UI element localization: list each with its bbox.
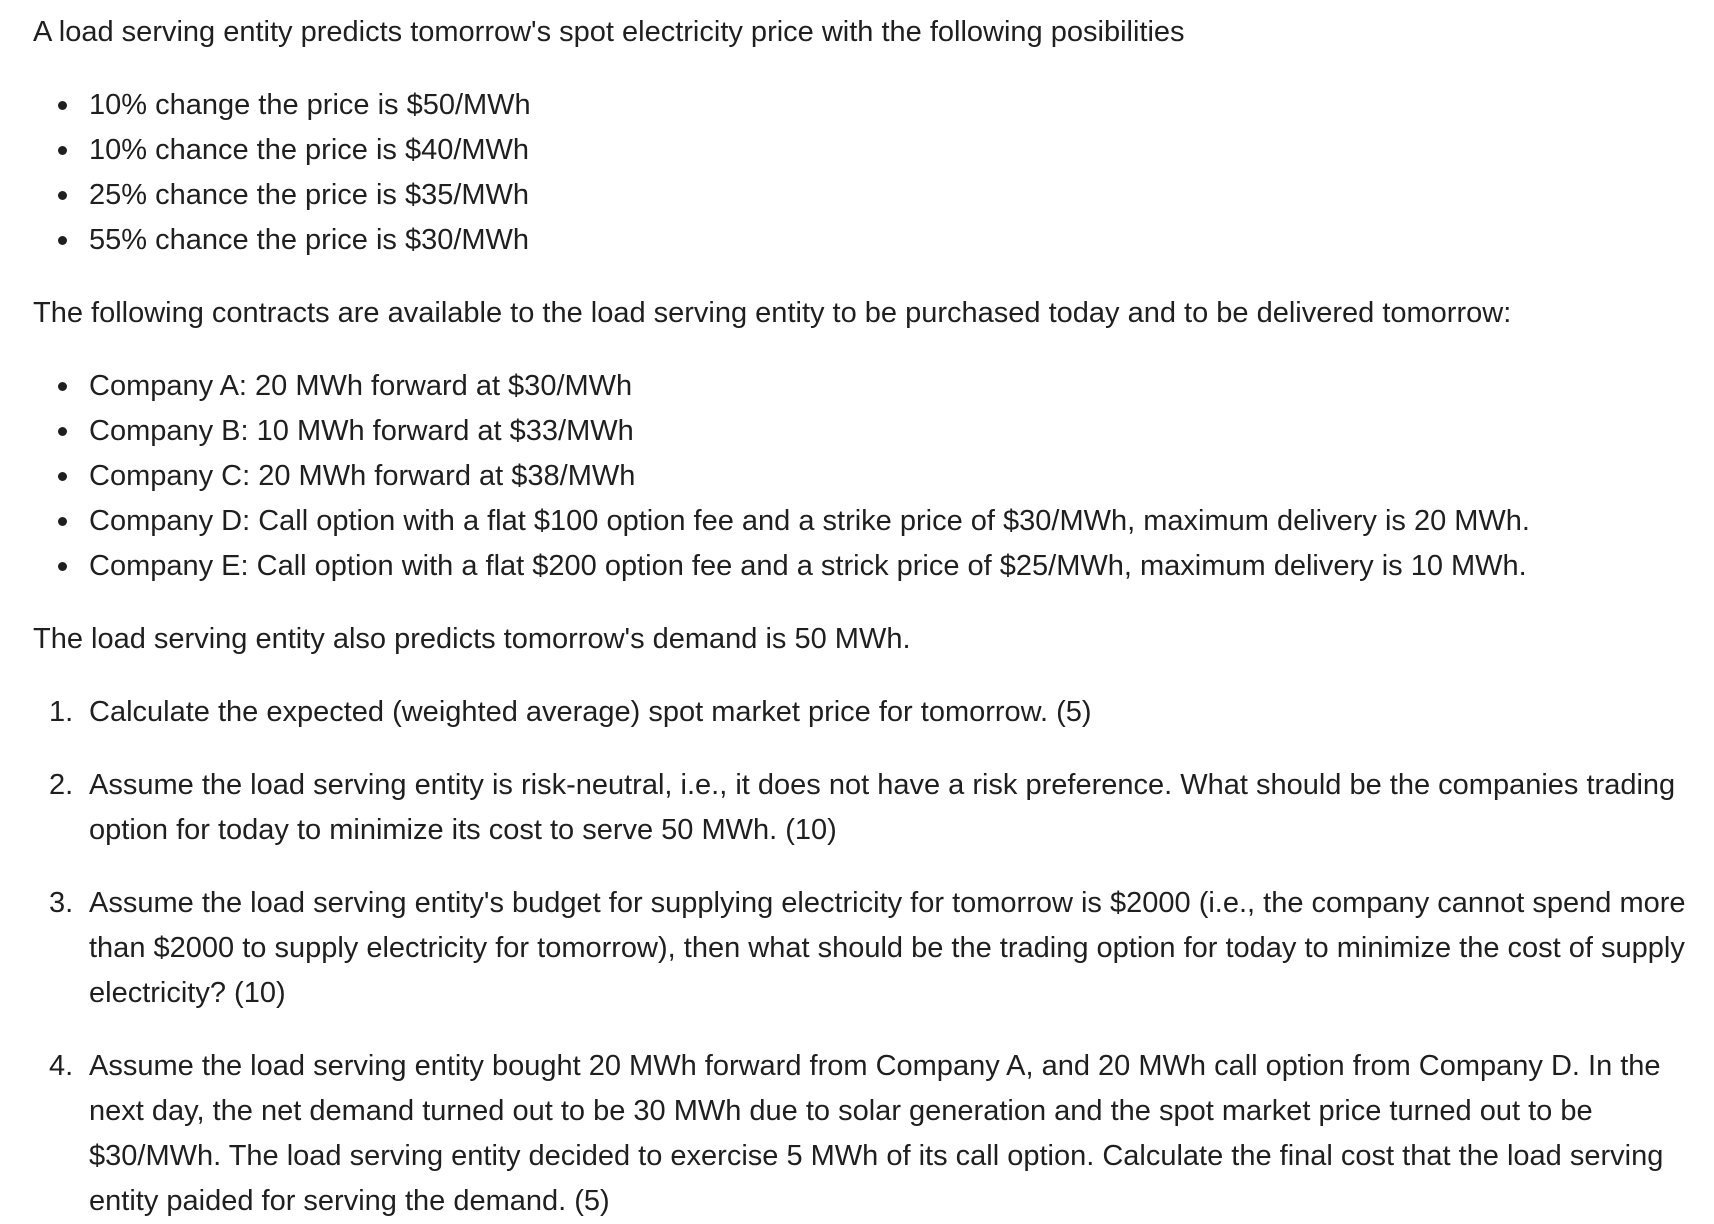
question-item bbox=[33, 763, 1684, 853]
question-number: 1. bbox=[49, 696, 74, 728]
list-item: Company A: 20 MWh forward at $30/MWh bbox=[33, 364, 1684, 409]
question-number: 4. bbox=[49, 1050, 74, 1082]
list-item: Company B: 10 MWh forward at $33/MWh bbox=[33, 409, 1684, 454]
question-text: Assume the load serving entity bought 20 MWh forward from Company A, and 20 MWh call option from Company D. In the next day, the net demand turned out to be 30 MWh due to solar generation and the spot market price turned out to be $30/MWh. The load serving entity decided to exercise 5 MWh of its call option. Calculate the final cost that the load serving entity paided for serving the demand. (5) bbox=[89, 1050, 1664, 1217]
question-text: Calculate the expected (weighted average) spot market price for tomorrow. (5) bbox=[89, 696, 1092, 728]
question-number: 3. bbox=[49, 887, 74, 919]
list-item: 10% change the price is $50/MWh bbox=[33, 83, 1684, 128]
contracts-intro-paragraph: The following contracts are available to the load serving entity to be purchased today and to be delivered tomorrow: bbox=[33, 297, 1512, 329]
list-item: 10% chance the price is $40/MWh bbox=[33, 128, 1684, 173]
price-possibilities-list bbox=[33, 83, 1684, 263]
list-item: Company E: Call option with a flat $200 option fee and a strick price of $25/MWh, maximum delivery is 10 MWh. bbox=[33, 544, 1684, 589]
question-text: Assume the load serving entity's budget for supplying electricity for tomorrow is $2000 (i.e., the company cannot spend more than $2000 to supply electricity for tomorrow), then what should be the trading option for today to minimize the cost of supply electricity? (10) bbox=[89, 887, 1686, 1009]
question-number: 2. bbox=[49, 769, 74, 801]
list-item: 55% chance the price is $30/MWh bbox=[33, 218, 1684, 263]
list-item: 25% chance the price is $35/MWh bbox=[33, 173, 1684, 218]
questions-list bbox=[33, 690, 1684, 1224]
list-item: Company C: 20 MWh forward at $38/MWh bbox=[33, 454, 1684, 499]
question-text: Assume the load serving entity is risk-neutral, i.e., it does not have a risk preference. What should be the companies trading option for today to minimize its cost to serve 50 MWh. (10) bbox=[89, 769, 1676, 846]
demand-paragraph: The load serving entity also predicts tomorrow's demand is 50 MWh. bbox=[33, 623, 911, 655]
contracts-list bbox=[33, 364, 1684, 589]
question-item bbox=[33, 1044, 1684, 1224]
intro-paragraph: A load serving entity predicts tomorrow's spot electricity price with the following posibilities bbox=[33, 16, 1185, 48]
question-item bbox=[33, 881, 1684, 1016]
list-item: Company D: Call option with a flat $100 option fee and a strike price of $30/MWh, maximum delivery is 20 MWh. bbox=[33, 499, 1684, 544]
question-item bbox=[33, 690, 1684, 735]
